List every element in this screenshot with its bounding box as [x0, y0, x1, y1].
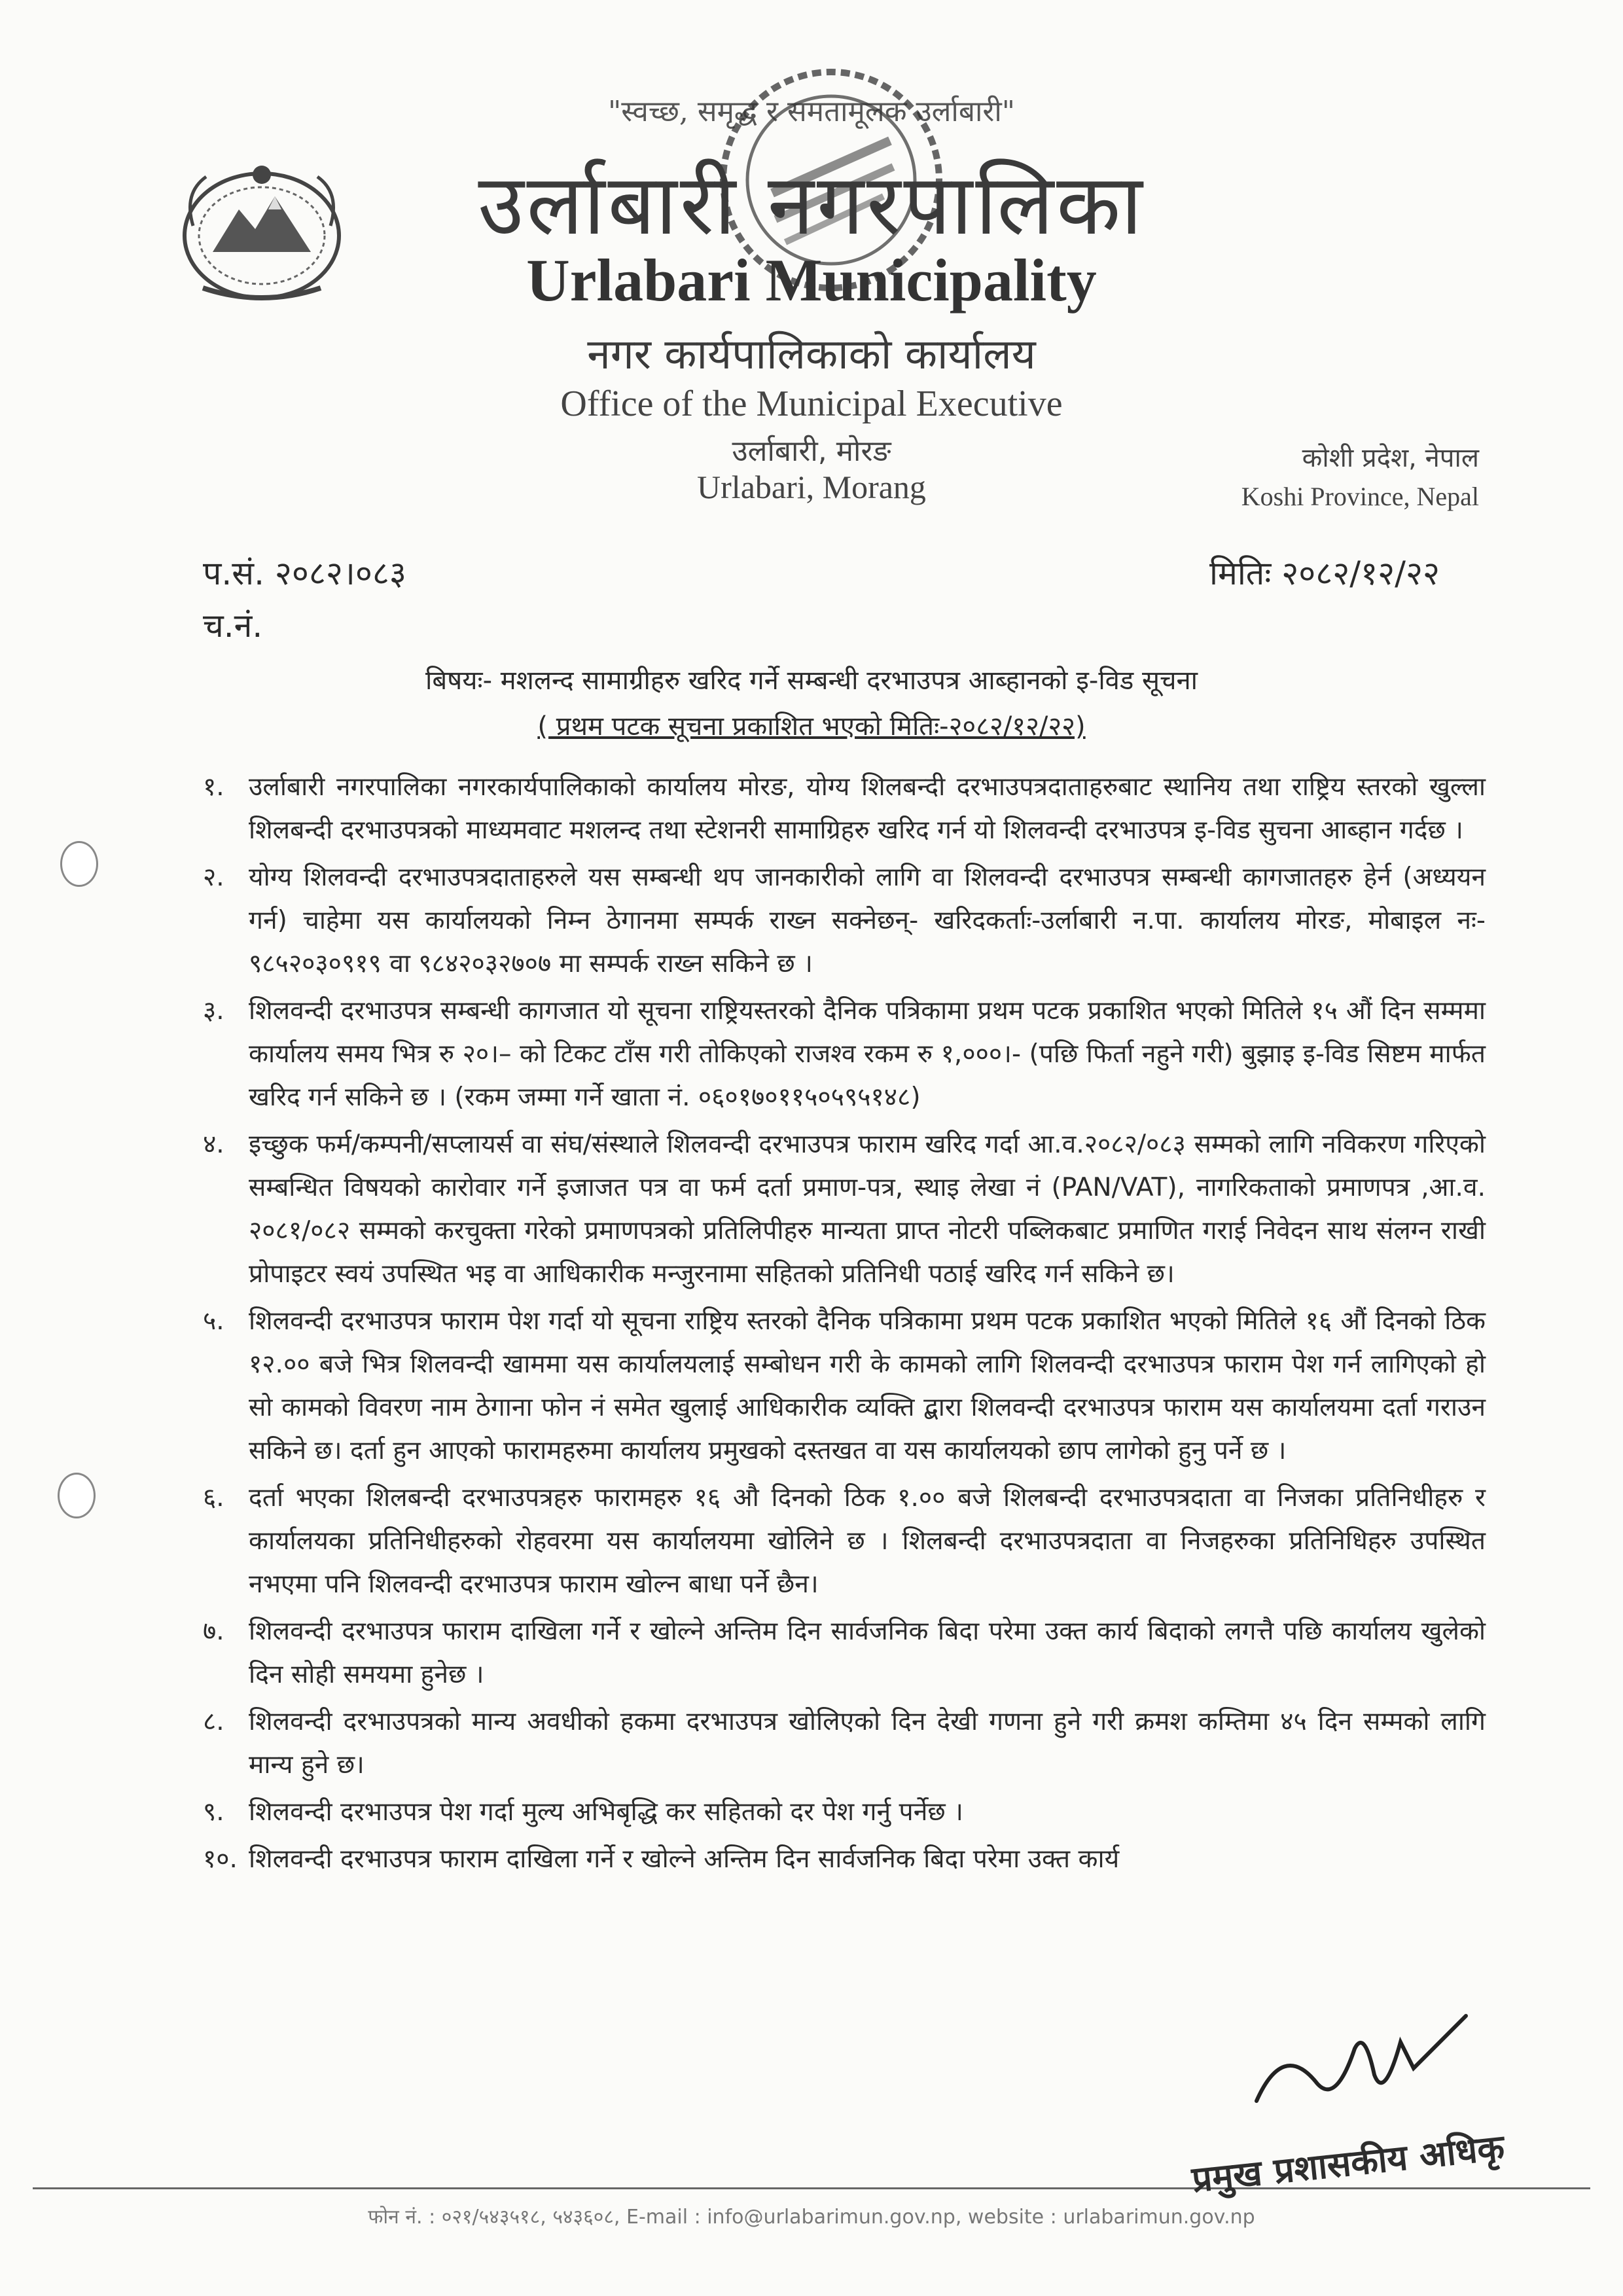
- item-text: शिलवन्दी दरभाउपत्र फाराम पेश गर्दा यो सूचना राष्ट्रिय स्तरको दैनिक पत्रिकामा प्रथम पटक प्रकाशित भएको मितिले १६ औं दिनको ठिक १२.०० बजे भित्र शिलवन्दी खाममा यस कार्यालयलाई सम्बोधन गरी के कामको लागि शिलवन्दी दरभाउपत्र फाराम पेश गर्न लागिएको हो सो कामको विवरण नाम ठेगाना फोन नं समेत खुलाई आधिकारीक व्यक्ति द्बारा शिलवन्दी दरभाउपत्र फाराम यस कार्यालयमा दर्ता गराउन सकिने छ। दर्ता हुन आएको फारामहरुमा कार्यालय प्रमुखको दस्तखत वा यस कार्यालयको छाप लागेको हुनु पर्ने छ ।: [249, 1306, 1486, 1465]
- list-item: [203, 1791, 1486, 1834]
- office-name-nepali: नगर कार्यपालिकाको कार्यालय: [587, 331, 1036, 379]
- item-text: शिलवन्दी दरभाउपत्र पेश गर्दा मुल्य अभिबृद्धि कर सहितको दर पेश गर्नु पर्नेछ ।: [249, 1797, 963, 1827]
- item-number: ७.: [203, 1617, 224, 1646]
- item-number: ६.: [203, 1483, 224, 1513]
- item-number: ४.: [203, 1130, 224, 1159]
- footer-contact: फोन नं. : ०२१/५४३५१८, ५४३६०८, E-mail : info@urlabarimun.gov.np, website : urlabarimun.gov.np: [368, 2206, 1255, 2229]
- item-number: ५.: [203, 1306, 224, 1336]
- official-stamp-text: प्रमुख प्रशासकीय अधिकृ: [1190, 2126, 1507, 2200]
- notice-items-list: [203, 766, 1486, 1885]
- list-item: [203, 1700, 1486, 1787]
- list-item: [203, 1123, 1486, 1296]
- reference-number: प.सं. २०८२।०८३: [203, 554, 406, 592]
- address-english: Urlabari, Morang: [697, 469, 926, 505]
- item-text: उर्लाबारी नगरपालिका नगरकार्यपालिकाको कार्यालय मोरङ, योग्य शिलबन्दी दरभाउपत्रदाताहरुबाट स्थानिय तथा राष्ट्रिय स्तरको खुल्ला शिलबन्दी दरभाउपत्रको माध्यमवाट मशलन्द तथा स्टेशनरी सामाग्रिहरु खरिद गर्न यो शिलवन्दी दरभाउपत्र इ-विड सुचना आब्हान गर्दछ ।: [249, 772, 1486, 845]
- item-text: शिलवन्दी दरभाउपत्रको मान्य अवधीको हकमा दरभाउपत्र खोलिएको दिन देखी गणना हुने गरी क्रमश कम्तिमा ४५ दिन सम्मको लागि मान्य हुने छ।: [249, 1707, 1486, 1780]
- province-nepali: कोशी प्रदेश, नेपाल: [1302, 443, 1479, 473]
- item-number: १.: [203, 772, 224, 802]
- list-item: [203, 990, 1486, 1119]
- list-item: [203, 856, 1486, 986]
- item-number: ८.: [203, 1707, 224, 1736]
- item-text: दर्ता भएका शिलबन्दी दरभाउपत्रहरु फारामहरु १६ औ दिनको ठिक १.०० बजे शिलबन्दी दरभाउपत्रदाता वा निजका प्रतिनिधीहरु र कार्यालयका प्रतिनिधीहरुको रोहवरमा यस कार्यालयमा खोलिने छ । शिलबन्दी दरभाउपत्रदाता वा निजहरुका प्रतिनिधिहरु उपस्थित नभएमा पनि शिलवन्दी दरभाउपत्र फाराम खोल्न बाधा पर्ने छैन।: [249, 1483, 1486, 1599]
- item-text: योग्य शिलवन्दी दरभाउपत्रदाताहरुले यस सम्बन्धी थप जानकारीको लागि वा शिलवन्दी दरभाउपत्र सम्बन्धी कागजातहरु हेर्न (अध्ययन गर्न) चाहेमा यस कार्यालयको निम्न ठेगानमा सम्पर्क राख्न सक्नेछन्- खरिदकर्ताः-उर्लाबारी न.पा. कार्यालय मोरङ, मोबाइल नः- ९८५२०३०९१९ वा ९८४२०३२७०७ मा सम्पर्क राख्न सकिने छ ।: [249, 863, 1486, 978]
- signature: [1243, 2003, 1479, 2121]
- official-stamp: [1175, 2108, 1522, 2215]
- motto: "स्वच्छ, समृद्ध र समतामूलक उर्लाबारी": [608, 95, 1015, 128]
- notice-subject: बिषयः- मशलन्द सामाग्रीहरु खरिद गर्ने सम्बन्धी दरभाउपत्र आब्हानको इ-विड सूचना: [425, 666, 1198, 696]
- punch-hole: [60, 841, 98, 887]
- municipality-name-english: Urlabari Municipality: [526, 247, 1097, 314]
- province-english: Koshi Province, Nepal: [1241, 482, 1479, 511]
- list-item: [203, 1300, 1486, 1473]
- punch-hole: [58, 1473, 96, 1518]
- item-text: इच्छुक फर्म/कम्पनी/सप्लायर्स वा संघ/संस्थाले शिलवन्दी दरभाउपत्र फाराम खरिद गर्दा आ.व.२०८२/०८३ सम्मको लागि नविकरण गरिएको सम्बन्धित विषयको कारोवार गर्ने इजाजत पत्र वा फर्म दर्ता प्रमाण-पत्र, स्थाइ लेखा नं (PAN/VAT), नागरिकताको प्रमाणपत्र ,आ.व. २०८१/०८२ सम्मको करचुक्ता गरेको प्रमाणपत्रको प्रतिलिपीहरु मान्यता प्राप्त नोटरी पब्लिकबाट प्रमाणित गराई निवेदन साथ संलग्न राखी प्रोपाइटर स्वयं उपस्थित भइ वा आधिकारीक मन्जुरनामा सहितको प्रतिनिधी पठाई खरिद गर्न सकिने छ।: [249, 1130, 1486, 1289]
- item-text: शिलवन्दी दरभाउपत्र फाराम दाखिला गर्ने र खोल्ने अन्तिम दिन सार्वजनिक बिदा परेमा उक्त कार्य बिदाको लगत्तै पछि कार्यालय खुलेको दिन सोही समयमा हुनेछ ।: [249, 1617, 1486, 1689]
- list-item: [203, 1610, 1486, 1696]
- list-item: [203, 1477, 1486, 1606]
- item-number: १०.: [203, 1844, 238, 1874]
- item-text: शिलवन्दी दरभाउपत्र सम्बन्धी कागजात यो सूचना राष्ट्रियस्तरको दैनिक पत्रिकामा प्रथम पटक प्रकाशित भएको मितिले १५ औं दिन सम्ममा कार्यालय समय भित्र रु २०।– को टिकट टाँस गरी तोकिएको राजश्व रकम रु १,०००।- (पछि फिर्ता नहुने गरी) बुझाइ इ-विड सिष्टम मार्फत खरिद गर्न सकिने छ । (रकम जम्मा गर्ने खाता नं. ०६०१७०११५०५९५१४८): [249, 996, 1486, 1112]
- item-text: शिलवन्दी दरभाउपत्र फाराम दाखिला गर्ने र खोल्ने अन्तिम दिन सार्वजनिक बिदा परेमा उक्त कार्य: [249, 1844, 1120, 1874]
- municipality-name-nepali: उर्लाबारी नगरपालिका: [478, 156, 1145, 254]
- publication-note-text: ( प्रथम पटक सूचना प्रकाशित भएको मितिः-२०८२/१२/२२): [537, 711, 1086, 742]
- item-number: २.: [203, 863, 224, 892]
- item-number: ९.: [203, 1797, 224, 1827]
- notice-date: मितिः २०८२/१२/२२: [1209, 554, 1440, 592]
- dispatch-number: च.नं.: [203, 607, 263, 645]
- list-item: [203, 766, 1486, 852]
- address-nepali: उर्लाबारी, मोरङ: [732, 435, 891, 468]
- item-number: ३.: [203, 996, 224, 1026]
- list-item: [203, 1838, 1486, 1881]
- office-name-english: Office of the Municipal Executive: [560, 384, 1063, 424]
- publication-note: [131, 707, 1492, 743]
